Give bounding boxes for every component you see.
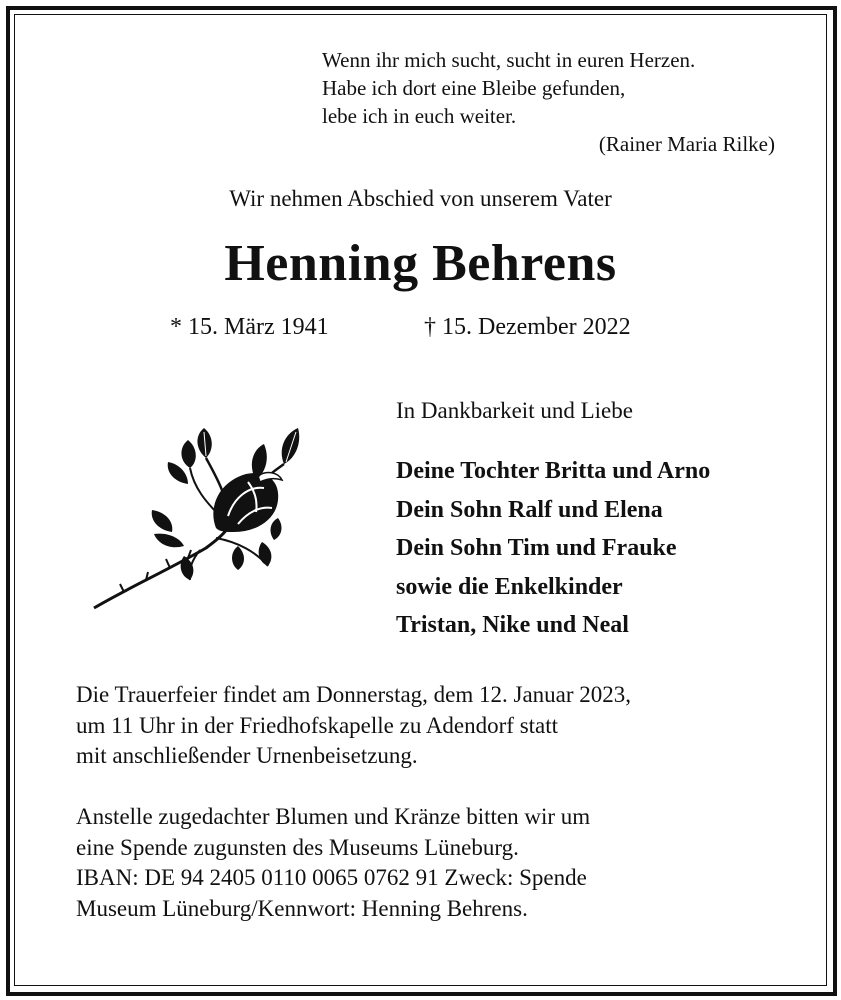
mourner-line: sowie die Enkelkinder <box>396 573 623 600</box>
mourner-line: Dein Sohn Tim und Frauke <box>396 535 677 561</box>
donation-info <box>76 802 590 924</box>
funeral-line: mit anschließender Urnenbeisetzung. <box>76 743 418 768</box>
quote-author: (Rainer Maria Rilke) <box>598 132 775 156</box>
funeral-line: um 11 Uhr in der Friedhofskapelle zu Adendorf statt <box>76 712 559 738</box>
quote-line: Habe ich dort eine Bleibe gefunden, <box>322 76 626 100</box>
birth-date: * 15. März 1941 <box>170 314 329 340</box>
funeral-line: Die Trauerfeier findet am Donnerstag, dem 12. Januar 2023, <box>76 682 632 707</box>
donation-line: Museum Lüneburg/Kennwort: Henning Behrens. <box>76 895 528 921</box>
mourner-line: Dein Sohn Ralf und Elena <box>396 496 663 523</box>
rose-icon <box>88 420 318 620</box>
funeral-info <box>76 680 631 772</box>
gratitude-text: In Dankbarkeit und Liebe <box>396 398 633 423</box>
mourners-list <box>396 452 710 645</box>
mourner-line: Deine Tochter Britta und Arno <box>396 458 711 484</box>
quote-line: lebe ich in euch weiter. <box>322 104 517 128</box>
death-date: † 15. Dezember 2022 <box>424 314 631 340</box>
deceased-name: Henning Behrens <box>224 235 617 292</box>
quote-line: Wenn ihr mich sucht, sucht in euren Herzen. <box>322 48 696 72</box>
quote <box>322 46 695 130</box>
mourner-line: Tristan, Nike und Neal <box>396 612 629 638</box>
donation-line: IBAN: DE 94 2405 0110 0065 0762 91 Zweck: Spende <box>76 865 587 890</box>
donation-line: Anstelle zugedachter Blumen und Kränze bitten wir um <box>76 804 591 829</box>
intro-text: Wir nehmen Abschied von unserem Vater <box>229 186 612 211</box>
donation-line: eine Spende zugunsten des Museums Lüneburg. <box>76 834 519 860</box>
